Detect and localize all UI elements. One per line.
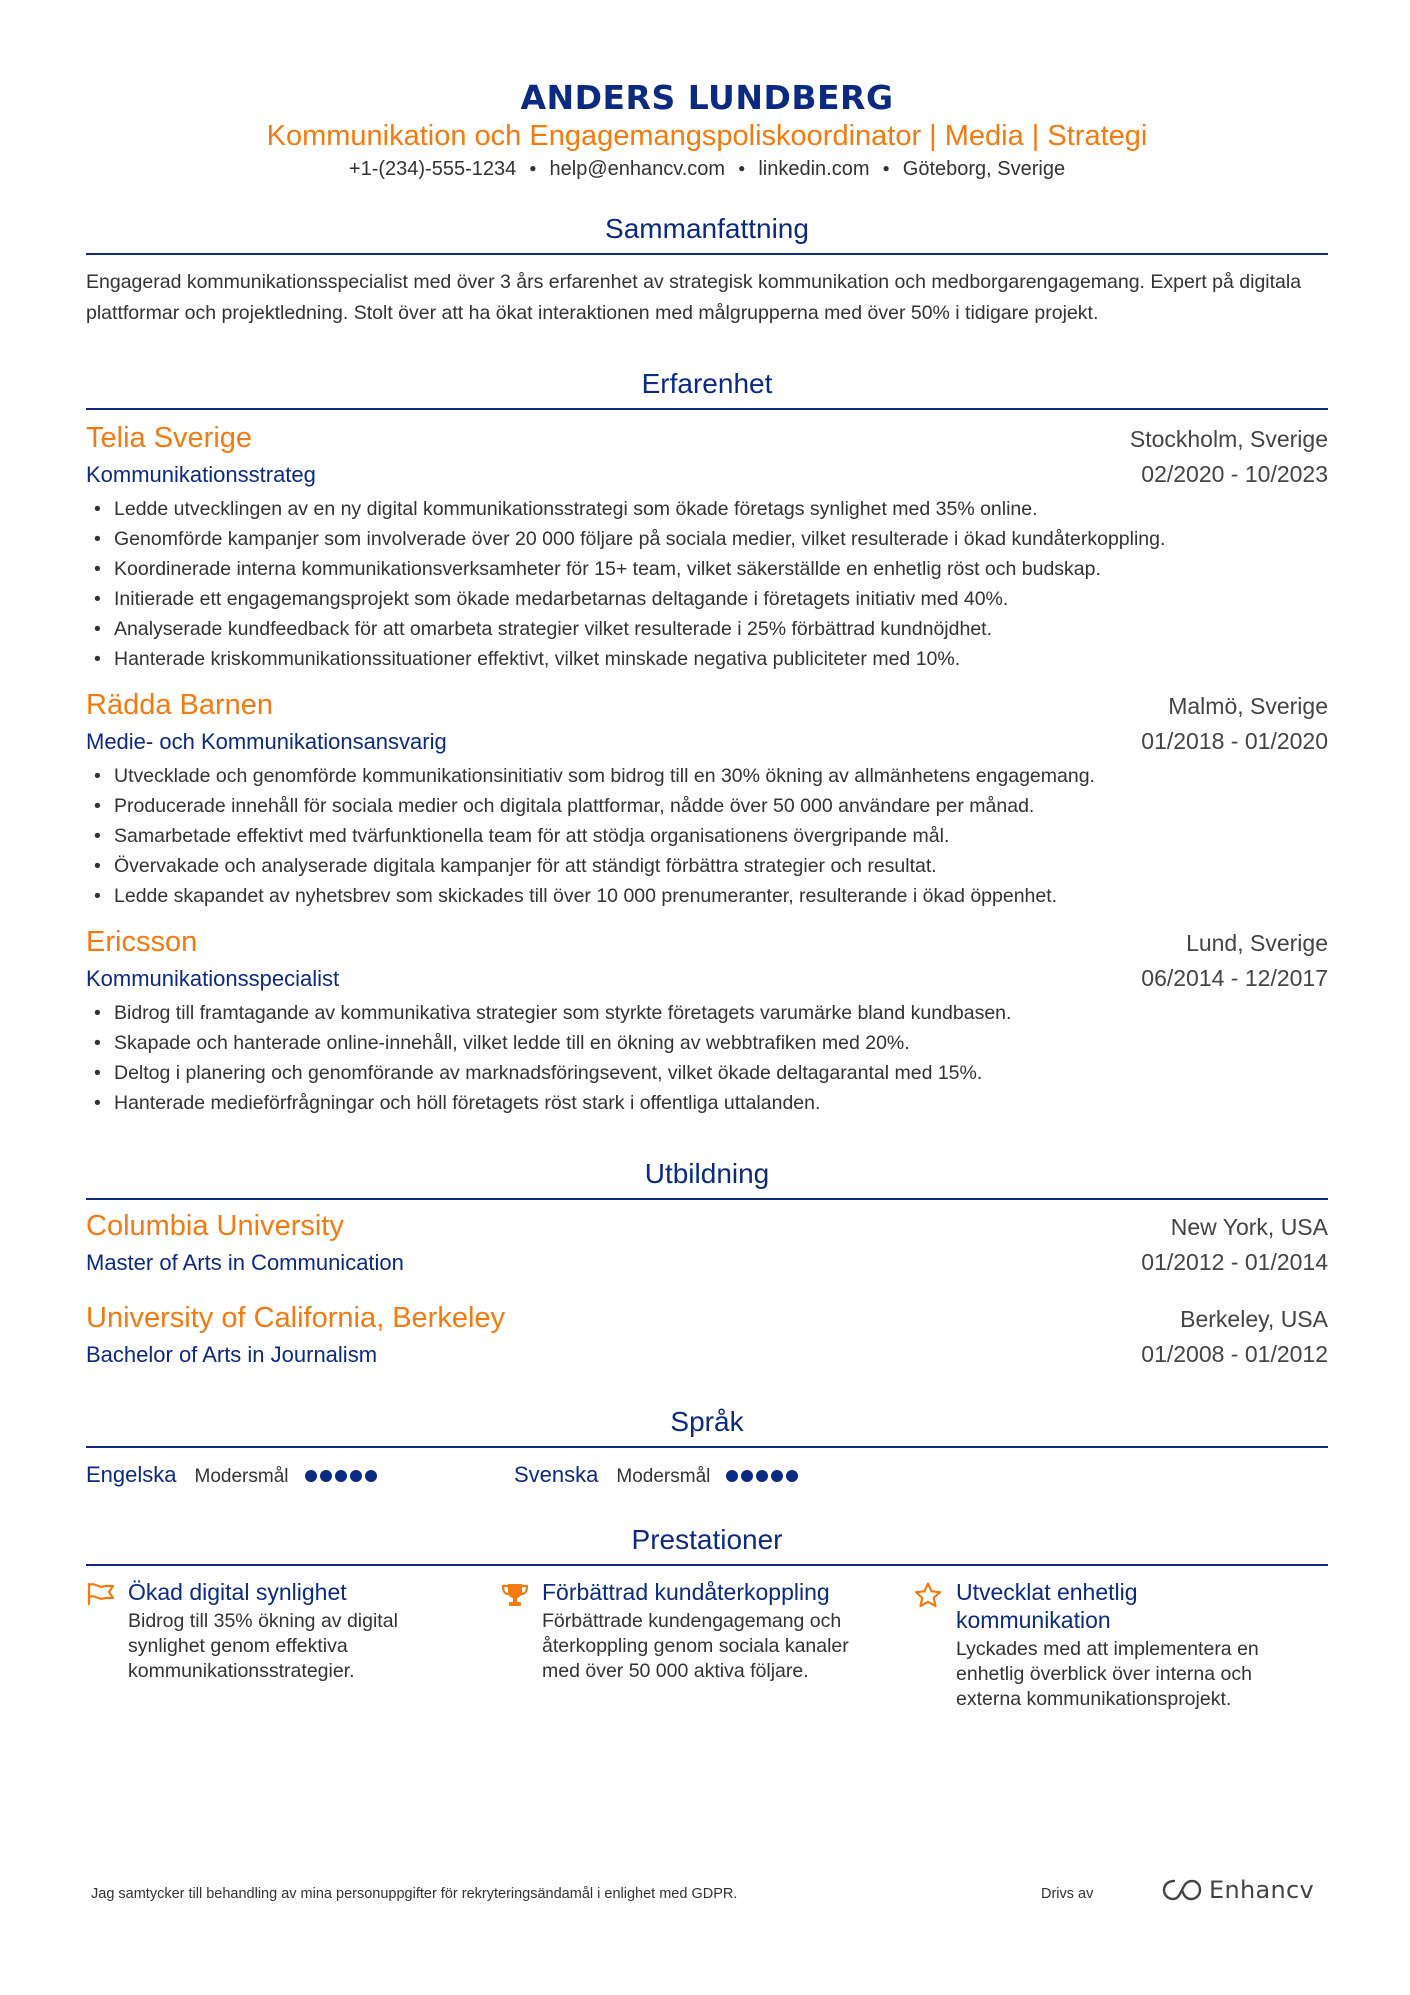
bullet-item: • Samarbetade effektivt med tvärfunktionella team för att stödja organisationens övergripande mål. [86, 821, 1328, 851]
job-header [86, 687, 1328, 724]
language-level: Modersmål [194, 1465, 289, 1487]
bullet-item: • Deltog i planering och genomförande av marknadsföringsevent, vilket ökade deltagarantal med 15%. [86, 1058, 1328, 1088]
star-icon [914, 1578, 956, 1712]
rating-dot [350, 1470, 362, 1482]
job-role: Kommunikationsspecialist [86, 965, 340, 991]
achievements-list [86, 1578, 1328, 1712]
job-subheader [86, 457, 1328, 492]
bullet-item: • Hanterade kriskommunikationssituationer effektivt, vilket minskade negativa publiciteter med 10%. [86, 644, 1328, 674]
job-dates: 02/2020 - 10/2023 [1141, 460, 1328, 487]
rating-dot [741, 1470, 753, 1482]
contact-email: help@enhancv.com [549, 158, 726, 180]
trophy-icon [500, 1578, 542, 1712]
candidate-headline: Kommunikation och Engagemangspoliskoordinator | Media | Strategi [266, 120, 1148, 152]
language-name: Engelska [86, 1461, 177, 1487]
education-degree: Bachelor of Arts in Journalism [86, 1341, 378, 1367]
job-location: Lund, Sverige [1186, 929, 1328, 956]
candidate-name: ANDERS LUNDBERG [520, 78, 894, 117]
job-subheader [86, 724, 1328, 759]
education-location: New York, USA [1170, 1213, 1328, 1240]
enhancv-logo[interactable] [1161, 1876, 1314, 1904]
job-bullets [86, 494, 1328, 674]
enhancv-logo-icon [1161, 1877, 1203, 1903]
bullet-item: • Hanterade medieförfrågningar och höll företagets röst stark i offentliga uttalanden. [86, 1088, 1328, 1118]
gdpr-consent-text: Jag samtycker till behandling av mina personuppgifter för rekryteringsändamål i enlighet med GDPR. [91, 1886, 738, 1902]
section-title-languages: Språk [86, 1404, 1328, 1448]
achievement-title: Ökad digital synlighet [128, 1578, 347, 1605]
bullet-item: • Koordinerade interna kommunikationsverksamheter för 15+ team, vilket säkerställde en enhetlig röst och budskap. [86, 554, 1328, 584]
rating-dot [771, 1470, 783, 1482]
bullet-item: • Initierade ett engagemangsprojekt som ökade medarbetarnas deltagande i företagets initiativ med 40%. [86, 584, 1328, 614]
job-location: Malmö, Sverige [1168, 692, 1328, 719]
contact-line [86, 156, 1328, 183]
language-item [514, 1462, 942, 1488]
job-entry [86, 924, 1328, 1118]
job-header [86, 420, 1328, 457]
achievement-description: Förbättrade kundengagemang och återkoppling genom sociala kanaler med över 50 000 aktiva följare. [542, 1609, 849, 1682]
separator-dot: ● [529, 160, 537, 175]
job-location: Stockholm, Sverige [1129, 425, 1328, 452]
education-dates: 01/2008 - 01/2012 [1141, 1340, 1328, 1367]
job-dates: 06/2014 - 12/2017 [1141, 964, 1328, 991]
experience-section [86, 366, 1328, 1118]
education-header [86, 1208, 1328, 1245]
language-level: Modersmål [616, 1465, 711, 1487]
section-title-experience: Erfarenhet [86, 366, 1328, 410]
separator-dot: ● [738, 160, 746, 175]
job-company: Ericsson [86, 925, 198, 958]
achievement-item [86, 1578, 500, 1712]
rating-dot [335, 1470, 347, 1482]
bullet-item: • Ledde skapandet av nyhetsbrev som skickades till över 10 000 prenumeranter, resulterande i ökad öppenhet. [86, 881, 1328, 911]
language-rating [726, 1470, 798, 1482]
bullet-item: • Genomförde kampanjer som involverade över 20 000 följare på sociala medier, vilket resulterade i ökad kundåterkoppling. [86, 524, 1328, 554]
bullet-item: • Bidrog till framtagande av kommunikativa strategier som styrkte företagets varumärke bland kundbasen. [86, 998, 1328, 1028]
languages-section [86, 1404, 1328, 1488]
job-company: Rädda Barnen [86, 688, 274, 721]
page-footer [91, 1876, 1331, 1916]
section-title-summary: Sammanfattning [86, 211, 1328, 255]
language-rating [305, 1470, 377, 1482]
summary-section [86, 211, 1328, 329]
education-entry [86, 1208, 1328, 1280]
job-entry [86, 687, 1328, 911]
achievement-item [914, 1578, 1328, 1712]
driven-by-label: Drivs av [1041, 1886, 1094, 1902]
job-bullets [86, 998, 1328, 1118]
bullet-item: • Analyserade kundfeedback för att omarbeta strategier vilket resulterade i 25% förbättrad kundnöjdhet. [86, 614, 1328, 644]
summary-text: Engagerad kommunikationsspecialist med över 3 års erfarenhet av strategisk kommunikation och medborgarengagemang. Expert på digitala plattformar och projektledning. Stolt över att ha ökat interaktionen med målgrupperna med över 50% i tidigare projekt. [86, 270, 1302, 324]
job-entry [86, 420, 1328, 674]
education-section [86, 1156, 1328, 1372]
rating-dot [786, 1470, 798, 1482]
rating-dot [365, 1470, 377, 1482]
achievement-description: Bidrog till 35% ökning av digital synlighet genom effektiva kommunikationsstrategier. [128, 1609, 398, 1682]
achievements-section [86, 1522, 1328, 1712]
education-school: Columbia University [86, 1209, 344, 1242]
education-header [86, 1300, 1328, 1337]
contact-linkedin: linkedin.com [758, 158, 870, 180]
enhancv-logo-text: Enhancv [1209, 1876, 1315, 1904]
achievement-description: Lyckades med att implementera en enhetlig överblick över interna och externa kommunikationsprojekt. [956, 1637, 1259, 1710]
resume-header [86, 78, 1328, 183]
rating-dot [756, 1470, 768, 1482]
rating-dot [320, 1470, 332, 1482]
achievement-item [500, 1578, 914, 1712]
rating-dot [726, 1470, 738, 1482]
education-school: University of California, Berkeley [86, 1301, 506, 1334]
achievement-title: Förbättrad kundåterkoppling [542, 1578, 830, 1605]
education-subheader [86, 1245, 1328, 1280]
education-entry [86, 1300, 1328, 1372]
education-degree: Master of Arts in Communication [86, 1249, 404, 1275]
flag-icon [86, 1578, 128, 1712]
languages-list [86, 1462, 1328, 1488]
rating-dot [305, 1470, 317, 1482]
language-name: Svenska [514, 1461, 599, 1487]
language-item [86, 1462, 514, 1488]
bullet-item: • Skapade och hanterade online-innehåll, vilket ledde till en ökning av webbtrafiken med 20%. [86, 1028, 1328, 1058]
achievement-title: Utvecklat enhetlig kommunikation [956, 1578, 1138, 1633]
section-title-education: Utbildning [86, 1156, 1328, 1200]
contact-phone: +1-(234)-555-1234 [348, 158, 517, 180]
job-bullets [86, 761, 1328, 911]
education-location: Berkeley, USA [1180, 1305, 1328, 1332]
bullet-item: • Utvecklade och genomförde kommunikationsinitiativ som bidrog till en 30% ökning av allmänhetens engagemang. [86, 761, 1328, 791]
resume-page [86, 78, 1328, 1712]
bullet-item: • Producerade innehåll för sociala medier och digitala plattformar, nådde över 50 000 användare per månad. [86, 791, 1328, 821]
job-role: Kommunikationsstrateg [86, 461, 316, 487]
job-company: Telia Sverige [86, 421, 253, 454]
job-subheader [86, 961, 1328, 996]
contact-location: Göteborg, Sverige [902, 158, 1066, 180]
education-dates: 01/2012 - 01/2014 [1141, 1248, 1328, 1275]
education-subheader [86, 1337, 1328, 1372]
bullet-item: • Övervakade och analyserade digitala kampanjer för att ständigt förbättra strategier och resultat. [86, 851, 1328, 881]
job-header [86, 924, 1328, 961]
separator-dot: ● [882, 160, 890, 175]
job-dates: 01/2018 - 01/2020 [1141, 727, 1328, 754]
section-title-achievements: Prestationer [86, 1522, 1328, 1566]
bullet-item: • Ledde utvecklingen av en ny digital kommunikationsstrategi som ökade företags synlighet med 35% online. [86, 494, 1328, 524]
job-role: Medie- och Kommunikationsansvarig [86, 728, 447, 754]
